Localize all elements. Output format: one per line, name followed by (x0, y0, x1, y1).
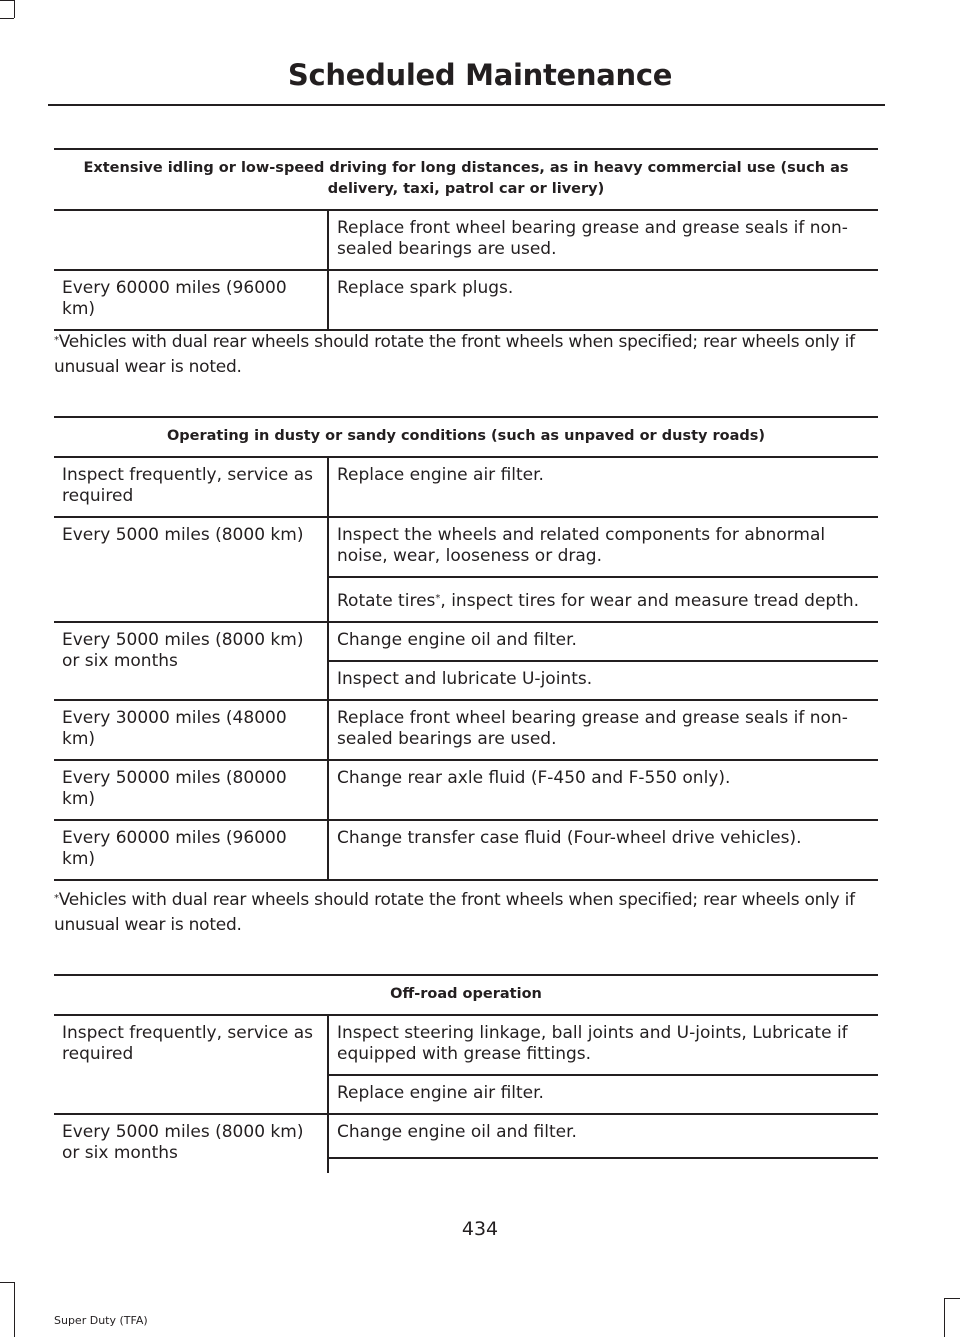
interval-cell: Every 60000 miles (96000 km) (54, 270, 328, 330)
service-item-cell: Replace front wheel bearing grease and grease seals if non-sealed bearings are used. (328, 210, 878, 270)
table-heading-row (54, 975, 878, 1015)
page-title: Scheduled Maintenance (287, 58, 673, 92)
interval-cell: Every 60000 miles (96000 km) (54, 820, 328, 880)
table-row (54, 210, 878, 270)
footnote-marker: * (54, 335, 59, 346)
service-item-cell (328, 577, 878, 622)
service-item-cell: Inspect the wheels and related components for abnormal noise, wear, looseness or drag. (328, 517, 878, 577)
interval-cell: Inspect frequently, service as required (54, 1015, 328, 1114)
service-item-cell: Change transfer case fluid (Four-wheel drive vehicles). (328, 820, 878, 880)
service-item-cell: Inspect steering linkage, ball joints and U-joints, Lubricate if equipped with grease fittings. (328, 1015, 878, 1075)
service-item-cell: Replace engine air filter. (328, 1075, 878, 1114)
crop-mark (14, 0, 15, 18)
service-item-text: , inspect tires for wear and measure tread depth. (440, 591, 860, 611)
page-number: 434 (461, 1218, 499, 1240)
table-heading: Off-road operation (54, 975, 878, 1015)
table-row (54, 622, 878, 661)
service-item-cell: Change engine oil and filter. (328, 622, 878, 661)
crop-mark (0, 0, 14, 1)
crop-mark (0, 1282, 14, 1283)
service-item-cell: Replace spark plugs. (328, 270, 878, 330)
table-heading: Extensive idling or low-speed driving for long distances, as in heavy commercial use (such as delivery, taxi, patrol car or livery) (54, 149, 878, 210)
interval-cell: Inspect frequently, service as required (54, 457, 328, 517)
crop-mark (945, 1298, 960, 1299)
interval-cell: Every 5000 miles (8000 km) or six months (54, 622, 328, 700)
crop-mark (14, 1282, 15, 1337)
footer-model-label: Super Duty (TFA) (54, 1314, 148, 1327)
header-divider (48, 104, 885, 106)
table-row (54, 270, 878, 330)
footnote (54, 888, 880, 938)
table-row (54, 760, 878, 820)
footnote-text: Vehicles with dual rear wheels should rotate the front wheels when specified; rear wheels only if unusual wear is noted. (54, 332, 855, 377)
table-row (54, 457, 878, 517)
table-row (54, 700, 878, 760)
footnote-text: Vehicles with dual rear wheels should rotate the front wheels when specified; rear wheels only if unusual wear is noted. (54, 890, 855, 935)
footnote-marker: * (54, 893, 59, 904)
crop-mark (0, 18, 14, 19)
interval-cell: Every 5000 miles (8000 km) (54, 517, 328, 622)
maintenance-table-heavy-use (54, 148, 878, 331)
service-item-cell: Change engine oil and filter. (328, 1114, 878, 1158)
table-heading-row (54, 417, 878, 457)
service-item-cell: Inspect and lubricate U-joints. (328, 661, 878, 700)
interval-cell: Every 30000 miles (48000 km) (54, 700, 328, 760)
service-item-cell: Replace engine air filter. (328, 457, 878, 517)
interval-cell (54, 210, 328, 270)
service-item-cell: Change rear axle fluid (F-450 and F-550 only). (328, 760, 878, 820)
interval-cell: Every 5000 miles (8000 km) or six months (54, 1114, 328, 1173)
service-item-cell (328, 1158, 878, 1173)
table-row (54, 517, 878, 577)
maintenance-table-dusty-conditions (54, 416, 878, 881)
crop-mark (944, 1298, 945, 1337)
table-row (54, 1114, 878, 1158)
interval-cell: Every 50000 miles (80000 km) (54, 760, 328, 820)
service-item-cell: Replace front wheel bearing grease and grease seals if non-sealed bearings are used. (328, 700, 878, 760)
table-row (54, 1015, 878, 1075)
maintenance-table-off-road (54, 974, 878, 1173)
footnote (54, 330, 880, 380)
table-heading-row (54, 149, 878, 210)
footnote-marker: * (435, 593, 441, 604)
service-item-text: Rotate tires (337, 591, 436, 611)
table-heading: Operating in dusty or sandy conditions (such as unpaved or dusty roads) (54, 417, 878, 457)
table-row (54, 820, 878, 880)
